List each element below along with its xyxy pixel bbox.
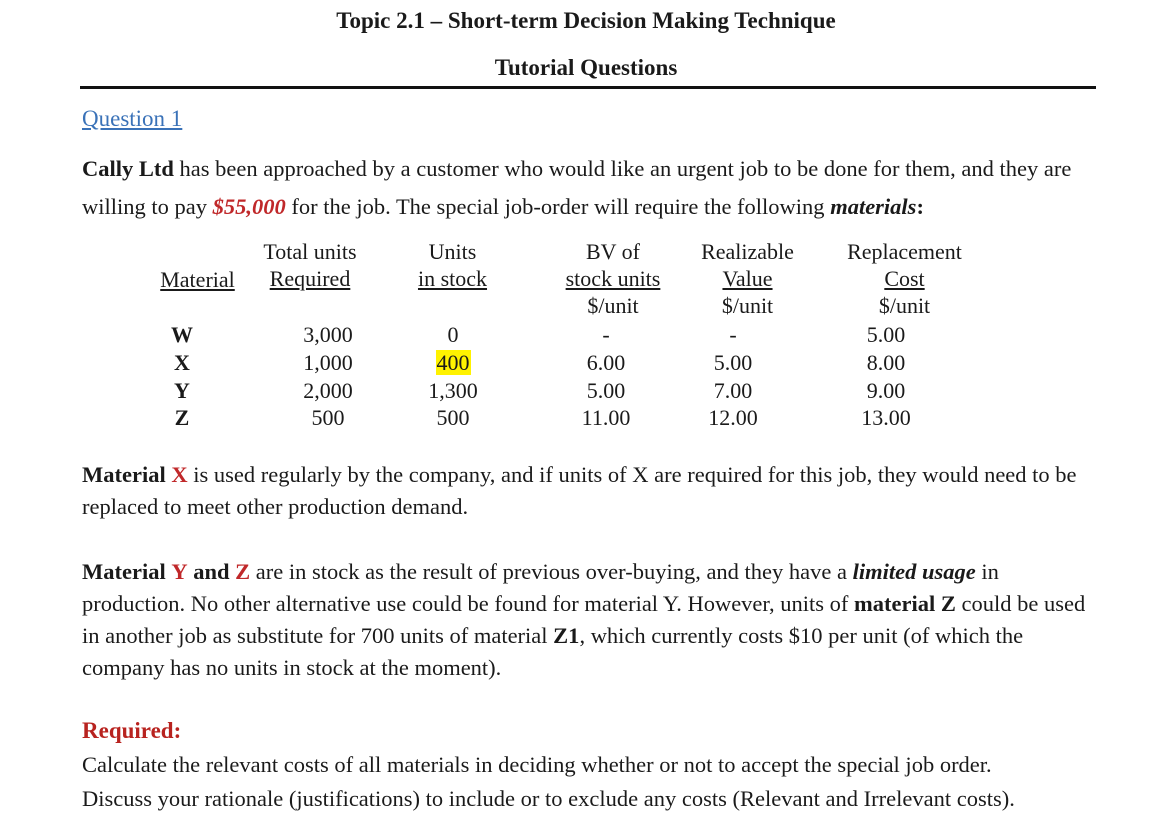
row-total: 500 bbox=[311, 405, 345, 430]
highlighted-stock-value: 400 bbox=[436, 350, 470, 375]
material-z1: Z1 bbox=[553, 623, 580, 648]
company-name: Cally Ltd bbox=[82, 156, 174, 181]
header-material: Material bbox=[160, 267, 235, 292]
row-rv: 5.00 bbox=[713, 350, 753, 375]
row-total: 2,000 bbox=[303, 378, 353, 403]
row-material: X bbox=[174, 350, 190, 375]
row-bv: 6.00 bbox=[586, 350, 626, 375]
row-bv: 5.00 bbox=[586, 378, 626, 403]
page-title: Topic 2.1 – Short-term Decision Making Technique bbox=[336, 8, 836, 33]
row-rv: - bbox=[729, 322, 737, 347]
row-stock: 0 bbox=[447, 322, 459, 347]
row-rv: 7.00 bbox=[713, 378, 753, 403]
required-line-1: Calculate the relevant costs of all materials in deciding whether or not to accept the special job order. bbox=[82, 752, 992, 777]
row-rc: 5.00 bbox=[866, 322, 906, 347]
row-rc: 8.00 bbox=[866, 350, 906, 375]
header-replacement-cost: Replacement Cost $/unit bbox=[847, 239, 962, 318]
row-stock bbox=[393, 349, 513, 377]
intro-paragraph bbox=[82, 150, 1092, 226]
material-z-bold: material Z bbox=[854, 591, 956, 616]
material-y-letter: Y bbox=[171, 559, 188, 584]
question-heading-link[interactable]: Question 1 bbox=[82, 106, 183, 131]
material-yz-paragraph: Material Y and Z are in stock as the result of previous over-buying, and they have a limited usage in production. No other alternative use could be found for material Y. However, units of material Z could be used in another job as substitute for 700 units of material Z1, which currently costs $10 per unit (of which the company has no units in stock at the moment). bbox=[82, 559, 1086, 680]
row-total: 1,000 bbox=[303, 350, 353, 375]
row-material: Z bbox=[174, 405, 190, 430]
limited-usage: limited usage bbox=[852, 559, 976, 584]
row-material: W bbox=[171, 322, 193, 347]
materials-word: materials bbox=[830, 194, 917, 219]
header-bv-of-stock: BV of stock units $/unit bbox=[565, 239, 661, 318]
header-divider bbox=[80, 86, 1096, 89]
row-bv: - bbox=[602, 322, 610, 347]
intro-text-1: has been approached by a customer who would like an urgent job to be done for them, and they are willing to pay bbox=[82, 156, 1072, 219]
required-text bbox=[82, 748, 1092, 816]
row-material: Y bbox=[174, 378, 190, 403]
row-rc: 9.00 bbox=[866, 378, 906, 403]
material-x-letter: X bbox=[171, 462, 188, 487]
row-stock: 500 bbox=[436, 405, 470, 430]
row-bv: 11.00 bbox=[581, 405, 631, 430]
header-units-in-stock: Units in stock bbox=[417, 239, 488, 291]
intro-text-2: for the job. The special job-order will require the following bbox=[285, 194, 831, 219]
required-line-2: Discuss your rationale (justifications) to include or to exclude any costs (Relevant and Irrelevant costs). bbox=[82, 786, 1015, 811]
header-total-units: Total units Required bbox=[263, 239, 357, 291]
row-total: 3,000 bbox=[303, 322, 353, 347]
row-rc: 13.00 bbox=[861, 405, 911, 430]
intro-text-3: : bbox=[916, 194, 924, 219]
job-price: $55,000 bbox=[212, 194, 286, 219]
required-heading: Required: bbox=[82, 718, 182, 743]
row-stock: 1,300 bbox=[428, 378, 478, 403]
row-rv: 12.00 bbox=[708, 405, 758, 430]
page-subtitle: Tutorial Questions bbox=[494, 55, 678, 80]
material-x-paragraph: Material X is used regularly by the company, and if units of X are required for this job, they would need to be replaced to meet other production demand. bbox=[82, 462, 1077, 519]
header-realizable-value: Realizable Value $/unit bbox=[701, 239, 794, 318]
material-z-letter: Z bbox=[235, 559, 251, 584]
